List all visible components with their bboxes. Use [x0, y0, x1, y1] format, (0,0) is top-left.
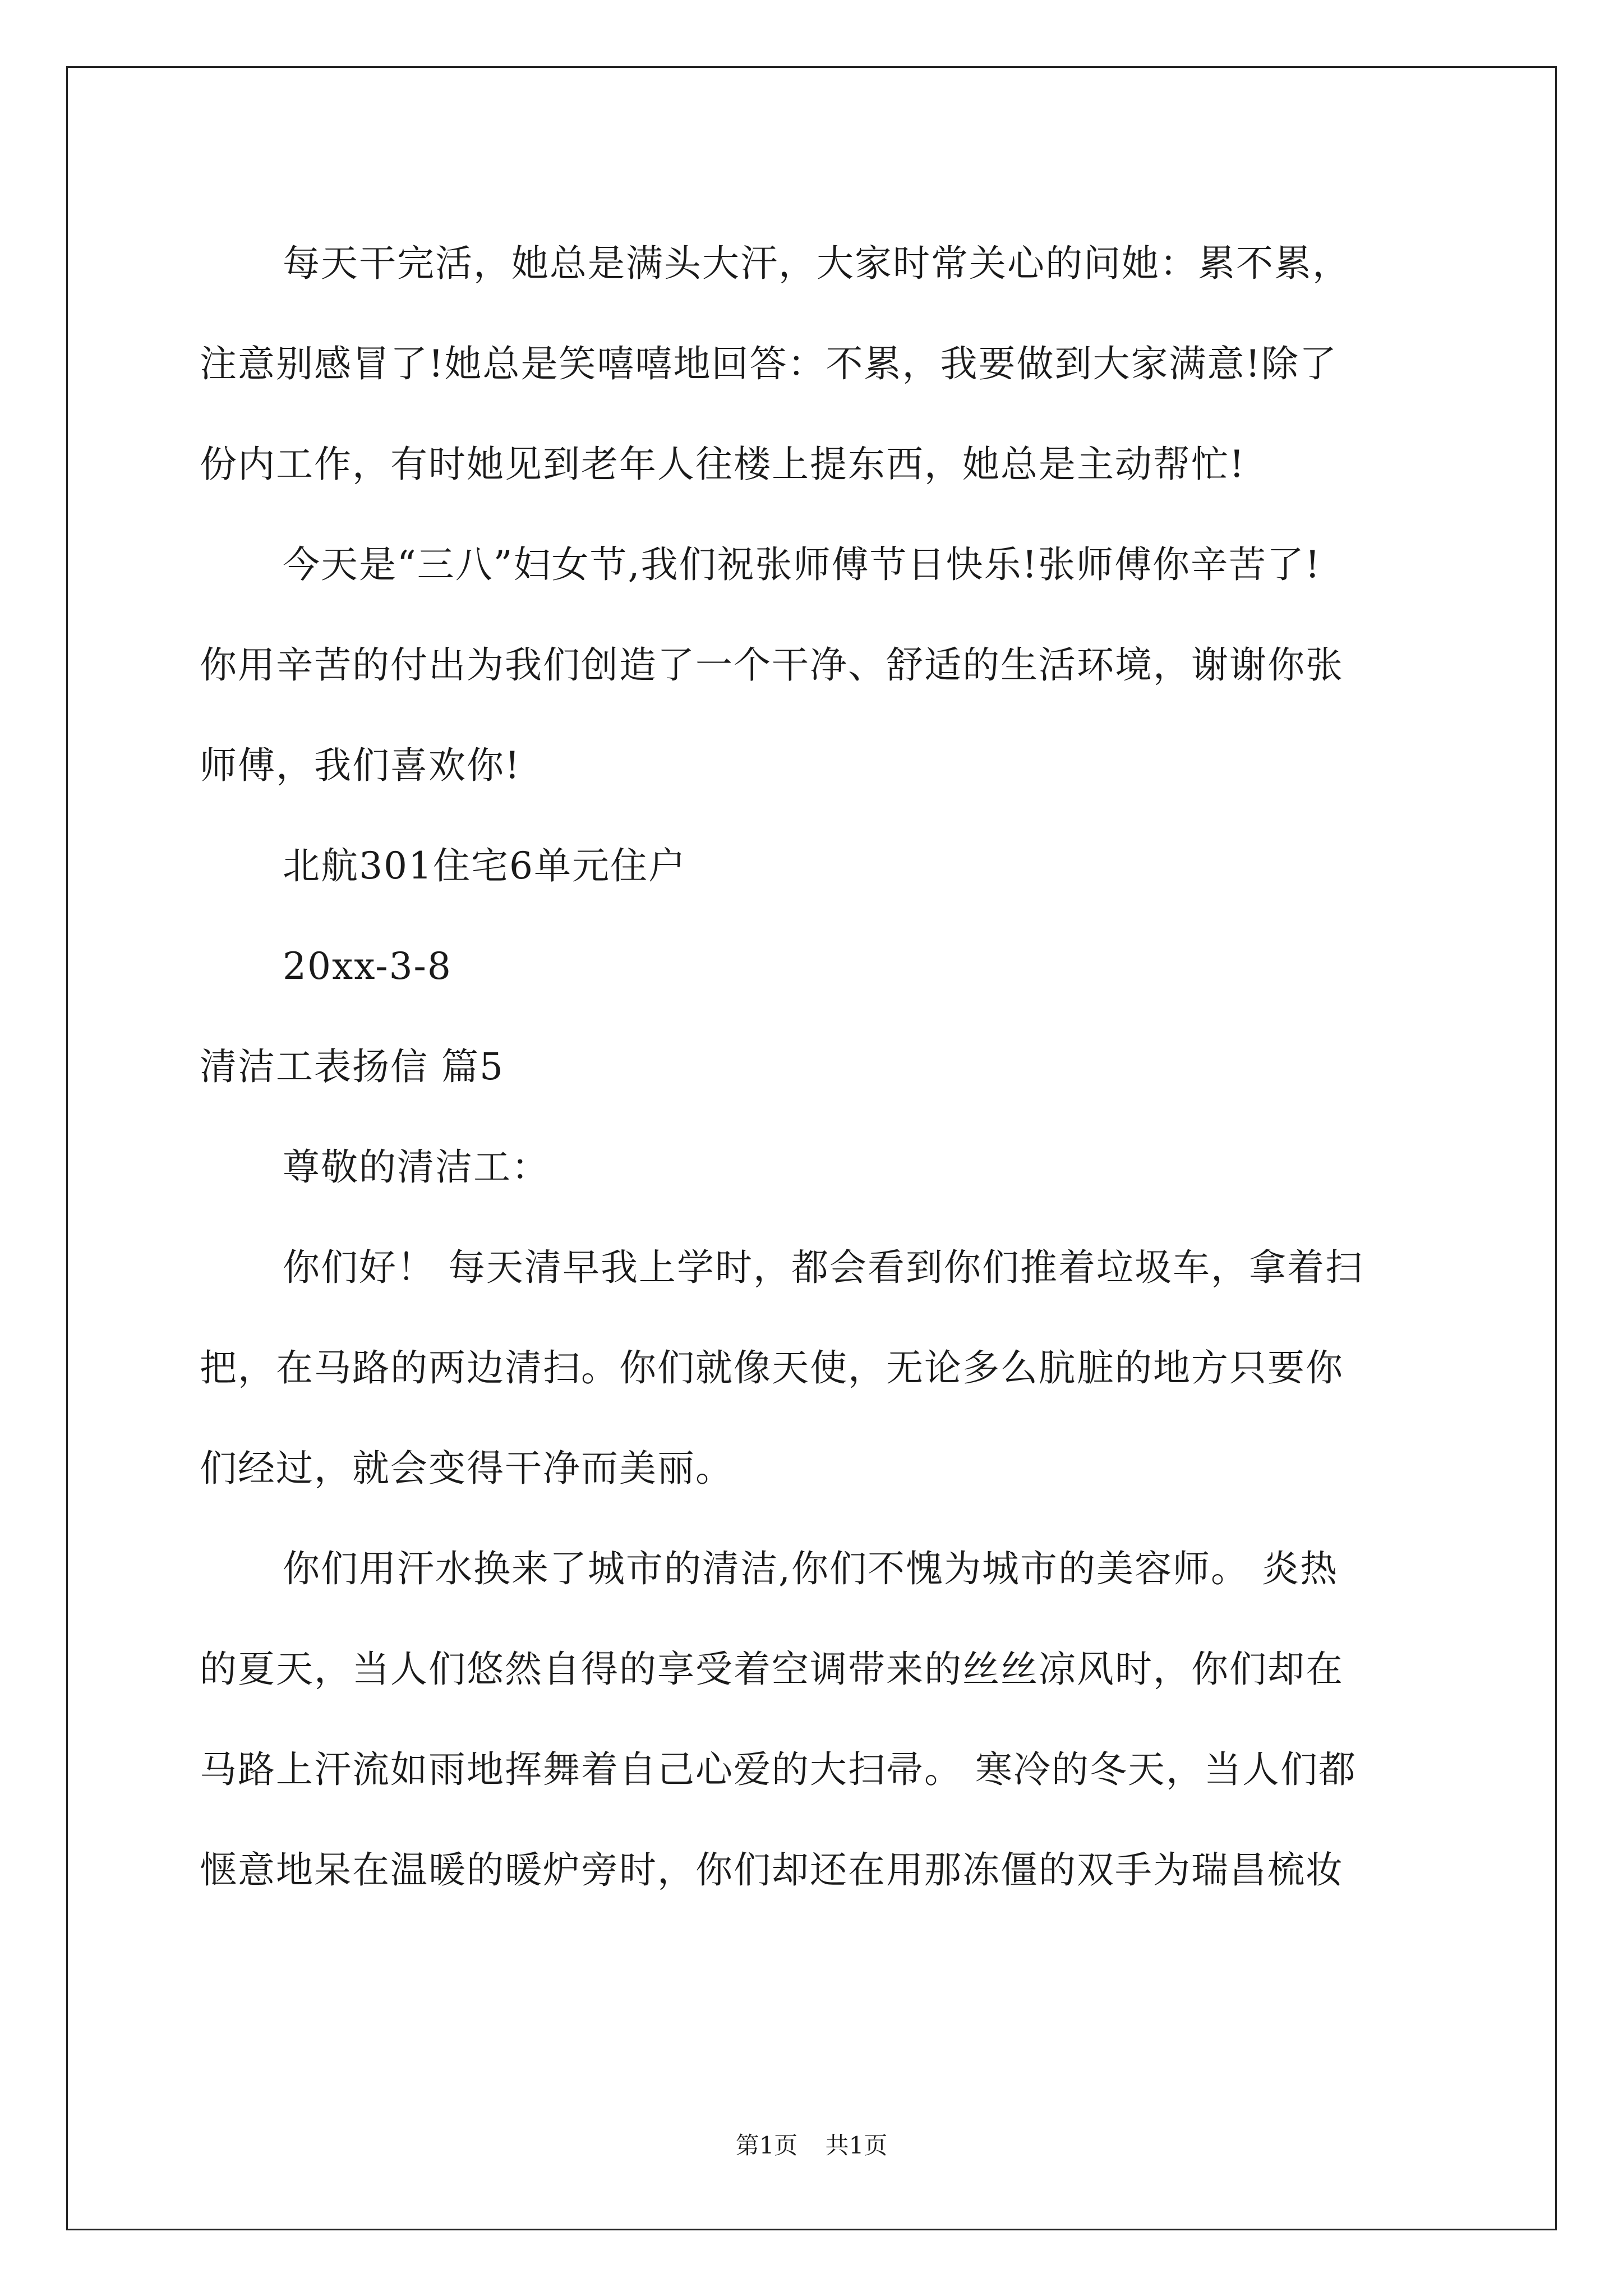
paragraph-line: 每天干完活，她总是满头大汗，大家时常关心的问她：累不累，	[283, 242, 1350, 285]
paragraph-line: 份内工作，有时她见到老年人往楼上提东西，她总是主动帮忙!	[200, 443, 1246, 486]
salutation-line: 尊敬的清洁工：	[283, 1145, 550, 1189]
signature-line: 北航301住宅6单元住户	[283, 844, 686, 887]
document-body	[200, 213, 1433, 1920]
paragraph-line: 注意别感冒了!她总是笑嘻嘻地回答：不累，我要做到大家满意!除了	[200, 342, 1338, 385]
section-heading: 清洁工表扬信 篇5	[200, 1045, 504, 1088]
paragraph-line: 你们用汗水换来了城市的清洁,你们不愧为城市的美容师。 炎热	[283, 1547, 1338, 1590]
paragraph-line: 的夏天，当人们悠然自得的享受着空调带来的丝丝凉风时，你们却在	[200, 1648, 1344, 1691]
page-footer	[0, 2129, 1623, 2162]
paragraph-line: 你用辛苦的付出为我们创造了一个干净、舒适的生活环境，谢谢你张	[200, 643, 1344, 687]
paragraph-line: 把，在马路的两边清扫。你们就像天使，无论多么肮脏的地方只要你	[200, 1346, 1344, 1389]
page-number: 第1页	[735, 2132, 798, 2159]
page-total: 共1页	[825, 2132, 888, 2159]
paragraph-line: 马路上汗流如雨地挥舞着自己心爱的大扫帚。 寒冷的冬天，当人们都	[200, 1748, 1357, 1791]
date-line: 20xx-3-8	[283, 945, 452, 988]
paragraph-line: 师傅，我们喜欢你!	[200, 744, 521, 787]
paragraph-line: 惬意地呆在温暖的暖炉旁时，你们却还在用那冻僵的双手为瑞昌梳妆	[200, 1848, 1344, 1892]
paragraph-line: 今天是“三八”妇女节,我们祝张师傅节日快乐!张师傅你辛苦了!	[283, 543, 1321, 586]
paragraph-line: 你们好！ 每天清早我上学时，都会看到你们推着垃圾车，拿着扫	[283, 1246, 1363, 1289]
paragraph-line: 们经过，就会变得干净而美丽。	[200, 1447, 734, 1490]
